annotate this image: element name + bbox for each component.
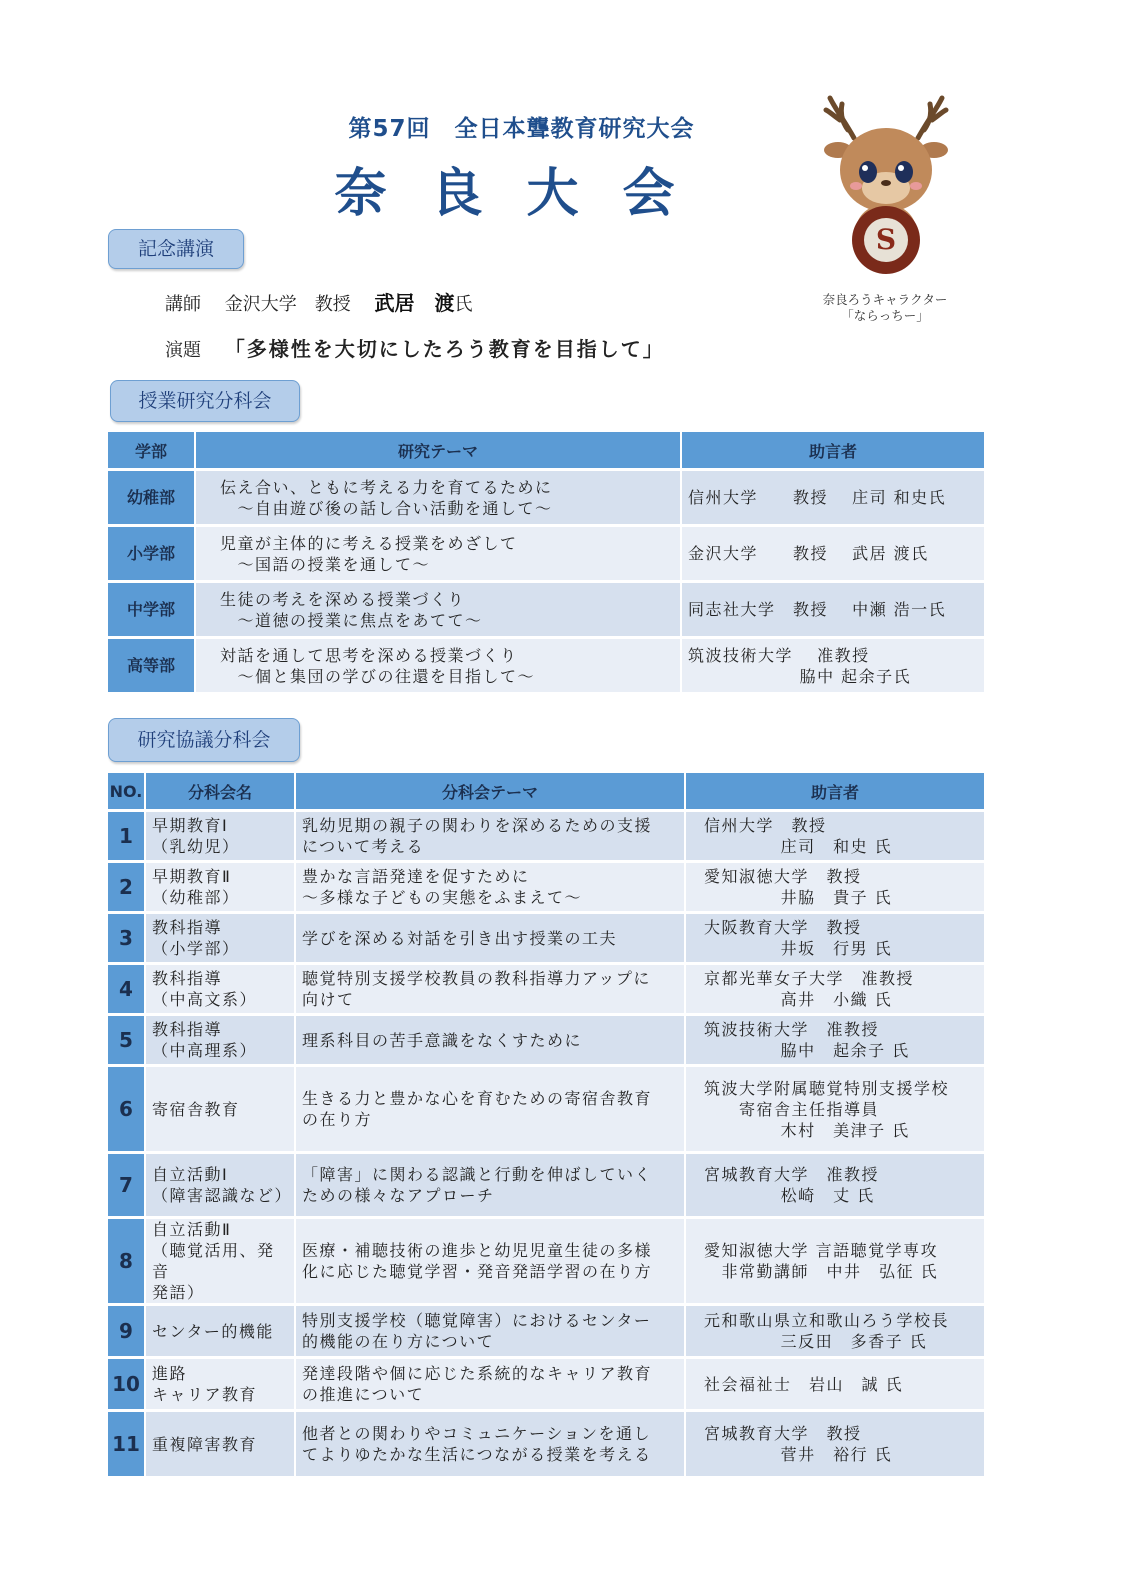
table-row: [108, 863, 984, 911]
svg-text:S: S: [875, 223, 897, 256]
table-row: [108, 1016, 984, 1064]
advisor-cell: 元和歌山県立和歌山ろう学校長 三反田 多香子 氏: [686, 1306, 984, 1356]
table-row: [108, 1306, 984, 1356]
advisor-cell: 信州大学 教授 庄司 和史 氏: [686, 812, 984, 860]
deer-mascot-icon: [818, 90, 954, 290]
table-header: 分科会名: [146, 773, 296, 809]
theme-cell: 学びを深める対話を引き出す授業の工夫: [296, 914, 686, 962]
theme-cell: 生きる力と豊かな心を育むための寄宿舎教育 の在り方: [296, 1067, 686, 1151]
advisor-cell: 筑波技術大学 准教授 脇中 起余子氏: [682, 639, 984, 692]
dept-cell: 幼稚部: [108, 471, 196, 524]
table-row: [108, 527, 984, 580]
table-header: 分科会テーマ: [296, 773, 686, 809]
theme-cell: 伝え合い、ともに考える力を育てるために ～自由遊び後の話し合い活動を通して～: [196, 471, 682, 524]
name-cell: 進路 キャリア教育: [146, 1359, 296, 1409]
theme-cell: 生徒の考えを深める授業づくり ～道徳の授業に焦点をあてて～: [196, 583, 682, 636]
name-cell: 自立活動Ⅱ （聴覚活用、発音 発語）: [146, 1219, 296, 1303]
advisor-cell: 大阪教育大学 教授 井坂 行男 氏: [686, 914, 984, 962]
advisor-cell: 筑波大学附属聴覚特別支援学校 寄宿舎主任指導員 木村 美津子 氏: [686, 1067, 984, 1151]
row-number: 7: [108, 1154, 146, 1216]
theme-cell: 豊かな言語発達を促すために ～多様な子どもの実態をふまえて～: [296, 863, 686, 911]
research-table: [108, 770, 984, 1479]
advisor-cell: 社会福祉士 岩山 誠 氏: [686, 1359, 984, 1409]
name-cell: 寄宿舎教育: [146, 1067, 296, 1151]
name-cell: センター的機能: [146, 1306, 296, 1356]
name-cell: 教科指導 （中高理系）: [146, 1016, 296, 1064]
table-row: [108, 914, 984, 962]
advisor-cell: 愛知淑徳大学 言語聴覚学専攻 非常勤講師 中井 弘征 氏: [686, 1219, 984, 1303]
row-number: 1: [108, 812, 146, 860]
mascot-caption: 奈良ろうキャラクター 「ならっちー」: [822, 292, 948, 323]
advisor-cell: 信州大学 教授 庄司 和史氏: [682, 471, 984, 524]
event-title: 奈良大会: [334, 164, 719, 224]
theme-cell: 「障害」に関わる認識と行動を伸ばしていく ための様々なアプローチ: [296, 1154, 686, 1216]
theme-cell: 他者との関わりやコミュニケーションを通し てよりゆたかな生活につながる授業を考える: [296, 1412, 686, 1476]
table-row: [108, 812, 984, 860]
lecture-theme: 演題 「多様性を大切にしたろう教育を目指して」: [165, 337, 665, 361]
lecture-section-label: 記念講演: [108, 229, 244, 269]
advisor-cell: 筑波技術大学 准教授 脇中 起余子 氏: [686, 1016, 984, 1064]
name-cell: 重複障害教育: [146, 1412, 296, 1476]
theme-cell: 理系科目の苦手意識をなくすために: [296, 1016, 686, 1064]
theme-cell: 特別支援学校（聴覚障害）におけるセンター 的機能の在り方について: [296, 1306, 686, 1356]
name-cell: 教科指導 （中高文系）: [146, 965, 296, 1013]
table-header: 助言者: [682, 432, 984, 468]
theme-cell: 乳幼児期の親子の関わりを深めるための支援 について考える: [296, 812, 686, 860]
table-header: 学部: [108, 432, 196, 468]
theme-cell: 対話を通して思考を深める授業づくり ～個と集団の学びの往還を目指して～: [196, 639, 682, 692]
table-row: [108, 1359, 984, 1409]
table-row: [108, 1412, 984, 1476]
name-cell: 早期教育Ⅱ （幼稚部）: [146, 863, 296, 911]
name-cell: 自立活動Ⅰ （障害認識など）: [146, 1154, 296, 1216]
theme-cell: 児童が主体的に考える授業をめざして ～国語の授業を通して～: [196, 527, 682, 580]
lecture-speaker: 講師 金沢大学 教授 武居 渡氏: [165, 291, 473, 315]
theme-cell: 聴覚特別支援学校教員の教科指導力アップに 向けて: [296, 965, 686, 1013]
table-row: [108, 1067, 984, 1151]
dept-cell: 中学部: [108, 583, 196, 636]
table-row: [108, 965, 984, 1013]
advisor-cell: 愛知淑徳大学 教授 井脇 貴子 氏: [686, 863, 984, 911]
table-row: [108, 471, 984, 524]
speaker-name: 武居 渡: [374, 291, 455, 315]
name-cell: 教科指導 （小学部）: [146, 914, 296, 962]
row-number: 10: [108, 1359, 146, 1409]
theme-cell: 医療・補聴技術の進歩と幼児児童生徒の多様 化に応じた聴覚学習・発音発語学習の在り方: [296, 1219, 686, 1303]
row-number: 5: [108, 1016, 146, 1064]
row-number: 9: [108, 1306, 146, 1356]
row-number: 2: [108, 863, 146, 911]
theme-cell: 発達段階や個に応じた系統的なキャリア教育 の推進について: [296, 1359, 686, 1409]
row-number: 8: [108, 1219, 146, 1303]
table-header: 助言者: [686, 773, 984, 809]
table-header: NO.: [108, 773, 146, 809]
dept-cell: 小学部: [108, 527, 196, 580]
row-number: 11: [108, 1412, 146, 1476]
dept-cell: 高等部: [108, 639, 196, 692]
table-row: [108, 639, 984, 692]
table-row: [108, 1219, 984, 1303]
advisor-cell: 金沢大学 教授 武居 渡氏: [682, 527, 984, 580]
table-row: [108, 583, 984, 636]
row-number: 3: [108, 914, 146, 962]
class-study-section-label: 授業研究分科会: [110, 380, 300, 422]
lecture-theme-text: 「多様性を大切にしたろう教育を目指して」: [224, 337, 665, 361]
name-cell: 早期教育Ⅰ （乳幼児）: [146, 812, 296, 860]
advisor-cell: 同志社大学 教授 中瀬 浩一氏: [682, 583, 984, 636]
event-subtitle: 第57回 全日本聾教育研究大会: [348, 116, 695, 142]
class-study-table: [108, 429, 984, 695]
advisor-cell: 京都光華女子大学 准教授 高井 小織 氏: [686, 965, 984, 1013]
event-header: [0, 110, 1123, 226]
row-number: 4: [108, 965, 146, 1013]
mascot-image: [818, 90, 954, 300]
advisor-cell: 宮城教育大学 准教授 松崎 丈 氏: [686, 1154, 984, 1216]
table-header: 研究テーマ: [196, 432, 682, 468]
research-section-label: 研究協議分科会: [108, 718, 300, 762]
row-number: 6: [108, 1067, 146, 1151]
advisor-cell: 宮城教育大学 教授 菅井 裕行 氏: [686, 1412, 984, 1476]
table-row: [108, 1154, 984, 1216]
